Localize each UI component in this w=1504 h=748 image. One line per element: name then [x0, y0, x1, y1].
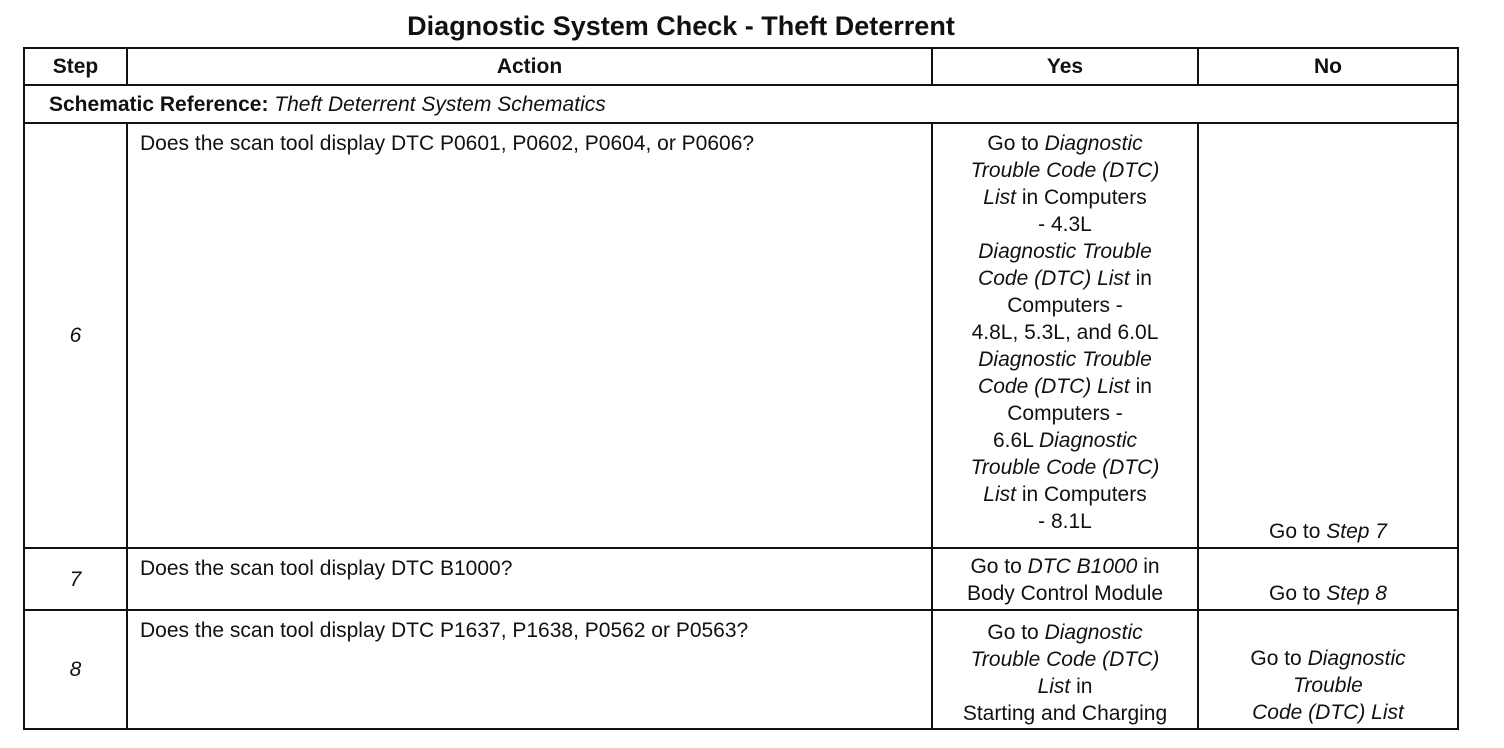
action-cell: Does the scan tool display DTC B1000?: [127, 548, 932, 610]
cross-reference-link[interactable]: List: [1037, 675, 1071, 699]
cross-reference-link[interactable]: Trouble: [1293, 674, 1363, 697]
cross-reference-link[interactable]: Trouble Code (DTC): [970, 456, 1160, 480]
step-cell: 8: [24, 610, 127, 729]
cell-line: [939, 292, 1191, 319]
schematic-reference: [24, 85, 1458, 123]
cell-text: in: [1129, 375, 1152, 399]
cell-text: Computers -: [1007, 294, 1123, 318]
cell-text: in Computers: [1015, 483, 1147, 507]
cross-reference-link[interactable]: List: [983, 186, 1016, 210]
cell-line: [939, 646, 1191, 673]
cell-line: [939, 238, 1191, 265]
cell-text: 4.8L, 5.3L, and 6.0L: [971, 321, 1159, 345]
cross-reference-link[interactable]: Code (DTC) List: [1252, 701, 1404, 724]
cell-line: [939, 427, 1191, 454]
header-row: [24, 48, 1458, 85]
cell-line: [939, 130, 1191, 157]
diagnostic-table: [23, 47, 1459, 730]
cell-line: [939, 319, 1191, 346]
cross-reference-link[interactable]: Diagnostic: [1038, 429, 1137, 453]
no-cell: [1198, 123, 1458, 548]
header-action: Action: [127, 48, 932, 85]
cell-line: [939, 454, 1191, 481]
cell-line: [939, 580, 1191, 607]
cell-line: [939, 211, 1191, 238]
cell-line: [939, 619, 1191, 646]
cross-reference-link[interactable]: List: [983, 483, 1016, 507]
cell-line: [939, 373, 1191, 400]
cross-reference-link[interactable]: Trouble Code (DTC): [970, 648, 1160, 672]
page-title: Diagnostic System Check - Theft Deterrent: [407, 11, 955, 41]
cell-line: [1205, 699, 1451, 726]
cell-line: [939, 481, 1191, 508]
cell-text: Go to: [987, 621, 1045, 645]
cross-reference-link[interactable]: Diagnostic: [1307, 647, 1406, 670]
schematic-link[interactable]: Theft Deterrent System Schematics: [274, 92, 606, 116]
cross-reference-link[interactable]: Diagnostic Trouble: [978, 348, 1152, 372]
cell-line: [939, 346, 1191, 373]
table-row: [24, 610, 1458, 729]
cell-text: - 4.3L: [1038, 213, 1092, 237]
table-row: [24, 123, 1458, 548]
action-cell: Does the scan tool display DTC P0601, P0602, P0604, or P0606?: [127, 123, 932, 548]
cross-reference-link[interactable]: Diagnostic: [1044, 621, 1143, 645]
table-row: [24, 548, 1458, 610]
cell-text: Go to: [987, 132, 1045, 156]
header-no: No: [1198, 48, 1458, 85]
cell-text: in: [1129, 267, 1152, 291]
cell-text: Body Control Module: [966, 581, 1164, 605]
no-cell: [1198, 610, 1458, 729]
cell-text: - 8.1L: [1038, 510, 1092, 534]
no-cell: [1198, 548, 1458, 610]
schematic-label: Schematic Reference:: [49, 92, 269, 116]
cell-text: in Computers: [1015, 186, 1147, 210]
cross-reference-link[interactable]: Code (DTC) List: [978, 375, 1130, 399]
header-yes: Yes: [932, 48, 1198, 85]
header-step: Step: [24, 48, 127, 85]
cross-reference-link[interactable]: DTC B1000: [1027, 554, 1138, 578]
cell-text: Computers -: [1007, 402, 1123, 426]
cross-reference-link[interactable]: Code (DTC) List: [978, 267, 1130, 291]
cross-reference-link[interactable]: Step 7: [1326, 519, 1387, 543]
cell-line: [939, 265, 1191, 292]
step-cell: 6: [24, 123, 127, 548]
cell-text: Go to: [1269, 582, 1327, 606]
cell-line: [1205, 645, 1451, 672]
cross-reference-link[interactable]: Diagnostic: [1044, 132, 1143, 156]
cell-line: [939, 673, 1191, 700]
cell-line: [939, 508, 1191, 535]
cell-text: Go to: [970, 554, 1028, 578]
cross-reference-link[interactable]: Diagnostic Trouble: [978, 240, 1152, 264]
cell-text: Go to: [1269, 519, 1327, 543]
cross-reference-link[interactable]: Trouble Code (DTC): [970, 159, 1160, 183]
step-cell: 7: [24, 548, 127, 610]
cell-line: [1205, 672, 1451, 699]
cell-line: [939, 157, 1191, 184]
cell-text: in: [1137, 554, 1160, 578]
cell-text: 6.6L: [993, 429, 1039, 453]
cell-line: [939, 553, 1191, 580]
cell-text: in: [1070, 675, 1093, 699]
cross-reference-link[interactable]: Step 8: [1326, 582, 1387, 606]
cell-line: [939, 184, 1191, 211]
cell-text: Starting and Charging: [962, 702, 1168, 726]
yes-cell: [932, 610, 1198, 729]
yes-cell: [932, 548, 1198, 610]
cell-line: [1205, 580, 1451, 607]
cell-line: [939, 700, 1191, 727]
schematic-row: [24, 85, 1458, 123]
cell-text: Go to: [1250, 647, 1308, 670]
action-cell: Does the scan tool display DTC P1637, P1638, P0562 or P0563?: [127, 610, 932, 729]
cell-line: [1205, 518, 1451, 545]
yes-cell: [932, 123, 1198, 548]
cell-line: [939, 400, 1191, 427]
